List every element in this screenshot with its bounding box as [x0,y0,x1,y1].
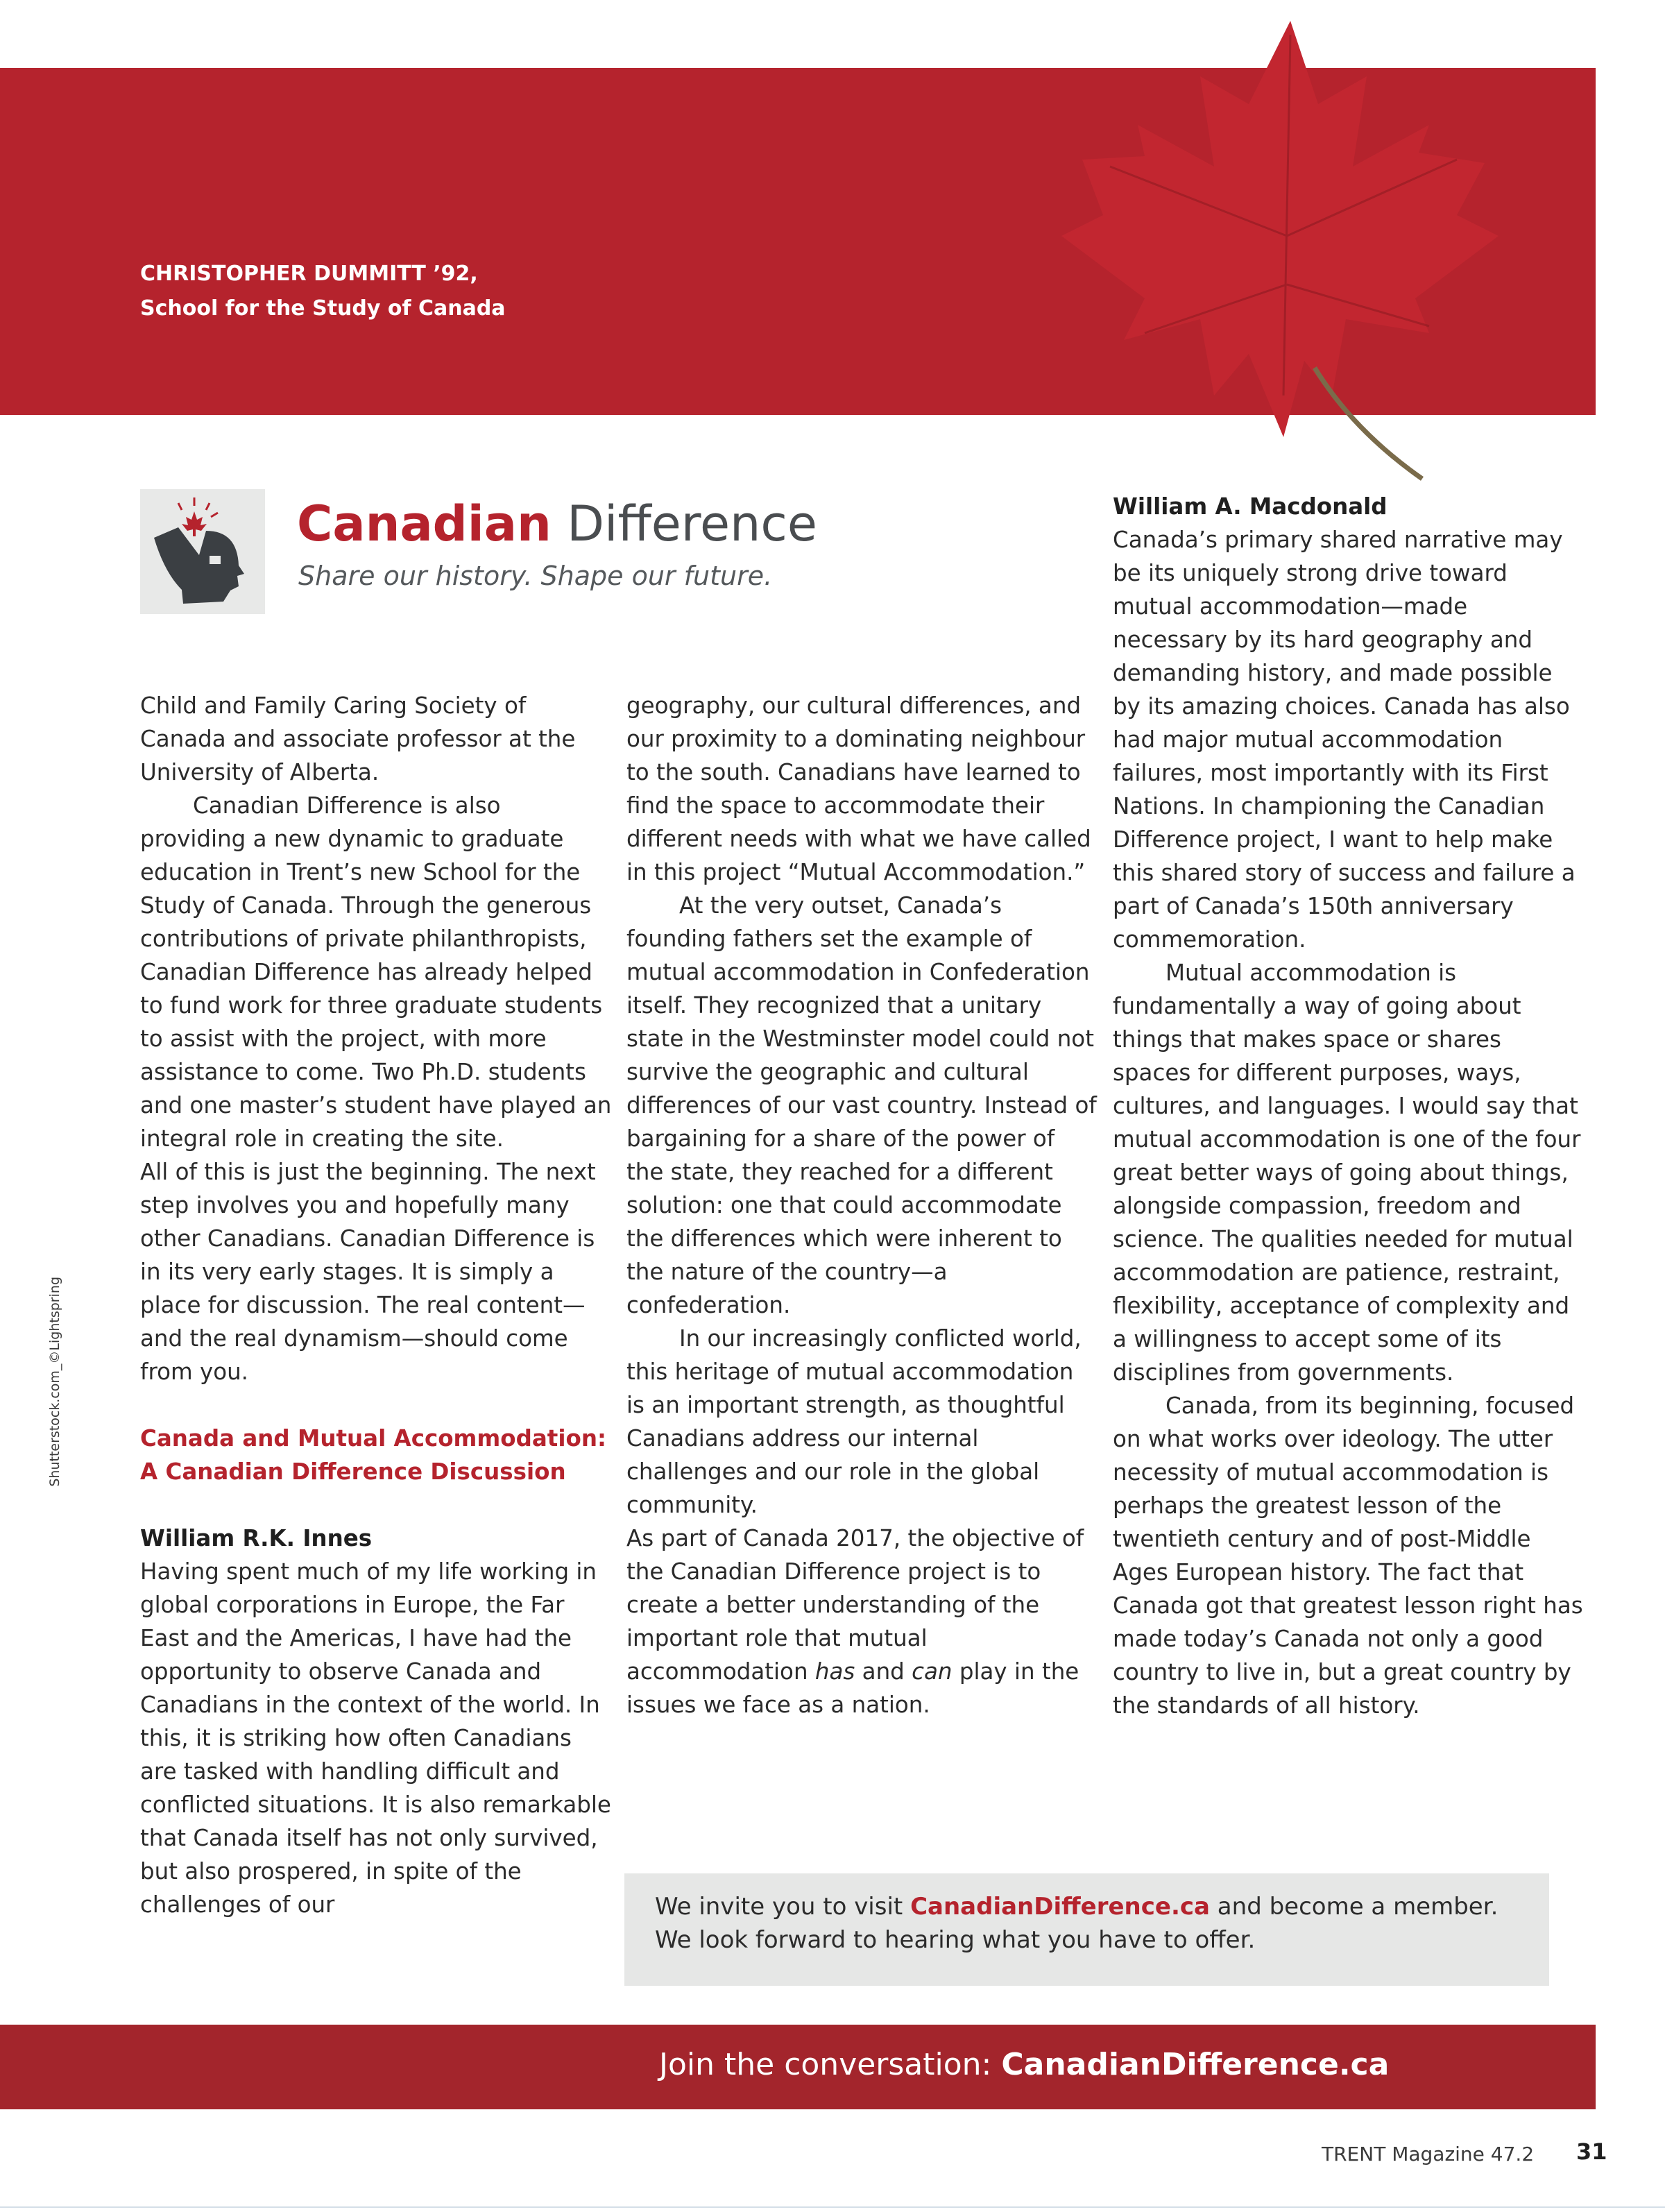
column-2 [626,689,1098,1721]
byline [140,257,506,326]
contributor-name: William A. Macdonald [1113,493,1388,520]
paragraph: Having spent much of my life working in global corporations in Europe, the Far East and the Americas, I have had the opportunity to observe Canada and Canadians in the context of the world. In this, it is striking how often Canadians are tasked with handling difficult and conflicted situations. It is also remarkable that Canada itself has not only survived, but also prospered, in spite of the challenges of our [140,1558,611,1918]
page-number: 31 [1576,2138,1607,2165]
head-with-maple-leaf-icon [140,489,265,614]
column-1 [140,689,612,1921]
logo-title [297,495,817,552]
column-3 [1113,490,1585,1722]
paragraph: At the very outset, Canada’s founding fathers set the example of mutual accommodation in Confederation itself. They recognized that a unitary state in the Westminster model could not survive the geographic and cultural differences of our vast country. Instead of bargaining for a share of the power of the state, they reached for a different solution: one that could accommodate the differences which were inherent to the nature of the country—a confederation. [626,892,1097,1318]
section-heading-line-1: Canada and Mutual Accommodation: [140,1425,606,1452]
author-affiliation: School for the Study of Canada [140,296,506,321]
paragraph: Child and Family Caring Society of Canada and associate professor at the University of Alberta. [140,692,576,785]
logo-title-light: Difference [551,495,817,552]
author-name: CHRISTOPHER DUMMITT ’92, [140,262,478,286]
logo-box [140,489,265,614]
photo-credit: Shutterstock.com_©Lightspring [47,1277,62,1487]
logo-title-bold: Canadian [297,495,552,552]
paragraph: Canadian Difference is also providing a new dynamic to graduate education in Trent’s new School for the Study of Canada. Through the generous contributions of private philanthropists, Canadian Difference has already helped to fund work for three graduate students to assist with the project, with more assistance to come. Two Ph.D. students and one master’s student have played an integral role in creating the site. [140,792,612,1152]
invite-line-2: We look forward to hearing what you have to offer. [655,1926,1256,1954]
website-link[interactable]: CanadianDifference.ca [910,1893,1210,1921]
paragraph: As part of Canada 2017, the objective of the Canadian Difference project is to create a better understanding of the important role that mutual accommodation has and can play in the issues we face as a nation. [626,1525,1084,1718]
paragraph: In our increasingly conflicted world, this heritage of mutual accommodation is an important strength, as thoughtful Canadians address our internal challenges and our role in the global community. [626,1325,1082,1518]
paragraph: geography, our cultural differences, and our proximity to a dominating neighbour to the south. Canadians have learned to find the space to accommodate their different needs with what we have called in this project “Mutual Accommodation.” [626,692,1091,885]
logo-tagline: Share our history. Shape our future. [298,561,773,591]
paragraph: Mutual accommodation is fundamentally a way of going about things that makes space or shares spaces for different purposes, ways, cultures, and languages. I would say that mutual accommodation is one of the four great better ways of going about things, alongside compassion, freedom and science. The qualities needed for mutual accommodation are patience, restraint, flexibility, acceptance of complexity and a willingness to accept some of its disciplines from governments. [1113,960,1581,1386]
invite-text [655,1890,1498,1957]
maple-leaf-icon [1041,7,1512,493]
footer-link[interactable]: CanadianDifference.ca [1001,2047,1390,2082]
contributor-name: William R.K. Innes [140,1525,373,1551]
paragraph: Canada, from its beginning, focused on what works over ideology. The utter necessity of mutual accommodation is perhaps the greatest lesson of the twentieth century and of post-Middle Ages European history. The fact that Canada got that greatest lesson right has made today’s Canada not only a good country to live in, but a great country by the standards of all history. [1113,1393,1583,1719]
publication-name: TRENT Magazine 47.2 [1322,2143,1535,2166]
invite-line-1: We invite you to visit CanadianDifference.ca and become a member. [655,1893,1498,1921]
footer-cta: Join the conversation: CanadianDifference.ca [659,2047,1390,2082]
section-heading-line-2: A Canadian Difference Discussion [140,1458,566,1485]
paragraph: Canada’s primary shared narrative may be its uniquely strong drive toward mutual accommodation—made necessary by its hard geography and demanding history, and made possible by its amazing choices. Canada has also had major mutual accommodation failures, most importantly with its First Nations. In championing the Canadian Difference project, I want to help make this shared story of success and failure a part of Canada’s 150th anniversary commemoration. [1113,527,1576,953]
page-edge-rule [0,2206,1665,2208]
paragraph: All of this is just the beginning. The next step involves you and hopefully many other Canadians. Canadian Difference is in its very early stages. It is simply a place for discussion. The real content—and the real dynamism—should come from you. [140,1159,596,1385]
